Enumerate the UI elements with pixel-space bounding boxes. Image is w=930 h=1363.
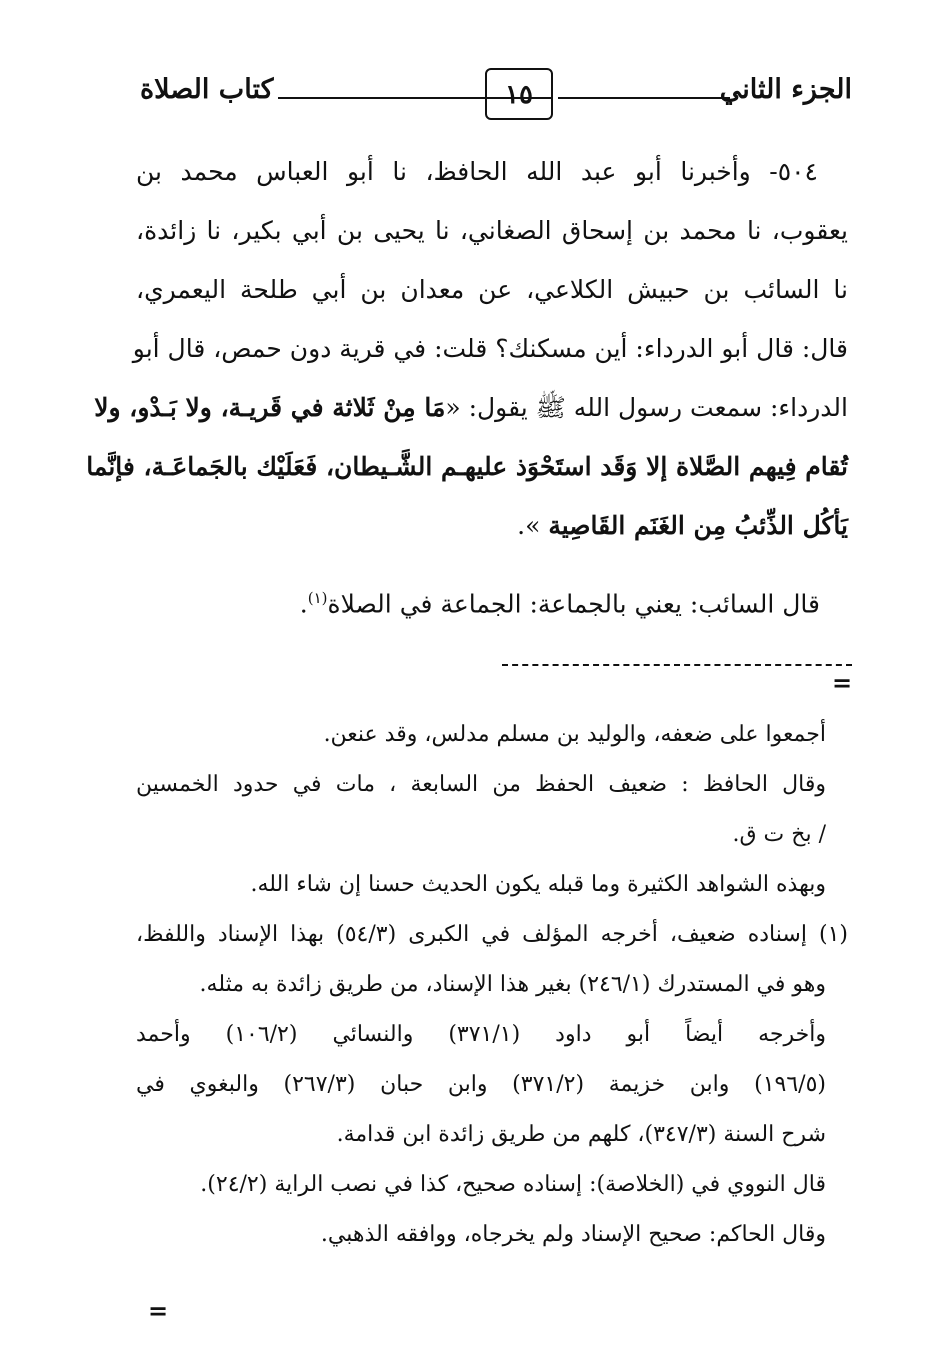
footnote-line: أجمعوا على ضعفه، والوليد بن مسلم مدلس، وقد عنعن. (323, 722, 826, 747)
hadith-line: نا السائب بن حبيش الكلاعي، عن معدان بن أبي طلحة اليعمري، (136, 275, 848, 304)
narrator-comment (136, 569, 848, 628)
footnote-line: (١٩٦/٥) وابن خزيمة (٣٧١/٢) وابن حبان (٢٦٧/٣) والبغوي في (136, 1072, 826, 1097)
hadith-line-plain: الدرداء: سمعت رسول الله ﷺ يقول: « (445, 393, 848, 422)
footnote-line: قال النووي في (الخلاصة): إسناده صحيح، كذا في نصب الراية (٢٤/٢). (200, 1172, 826, 1197)
hadith-line: يعقوب، نا محمد بن إسحاق الصغاني، نا يحيى بن أبي بكير، نا زائدة، (136, 216, 848, 245)
footnote-separator (502, 664, 852, 666)
footnotes (136, 710, 848, 1260)
hadith-line: ٥٠٤- وأخبرنا أبو عبد الله الحافظ، نا أبو العباس محمد بن (136, 157, 818, 186)
book-title: كتاب الصلاة (140, 74, 274, 105)
header-rule-left (278, 97, 552, 99)
footnote-line: (١) إسناده ضعيف، أخرجه المؤلف في الكبرى (٥٤/٣) بهذا الإسناد واللفظ، (136, 922, 848, 947)
page-header (140, 68, 852, 124)
hadith-text (86, 142, 848, 628)
header-rule-right (558, 97, 730, 99)
hadith-line: قال: قال أبو الدرداء: أين مسكنك؟ قلت: في قرية دون حمص، قال أبو (132, 334, 848, 363)
page-number: ١٥ (485, 68, 553, 120)
continuation-mark-top: = (832, 668, 853, 697)
comment-text: قال السائب: يعني بالجماعة: الجماعة في الصلاة (327, 589, 820, 619)
comment-end: . (299, 589, 308, 619)
part-title: الجزء الثاني (719, 74, 852, 105)
footnote-line: شرح السنة (٣٤٧/٣)، كلهم من طريق زائدة ابن قدامة. (336, 1122, 826, 1147)
footnote-line: وبهذه الشواهد الكثيرة وما قبله يكون الحديث حسنا إن شاء الله. (250, 872, 826, 897)
continuation-mark-bottom: = (148, 1296, 169, 1325)
hadith-line (94, 378, 848, 437)
hadith-matn: يَأكُل الذِّئبُ مِن الغَنَم القَاصِية (548, 511, 848, 540)
footnote-line: / بخ ت ق. (732, 822, 826, 847)
footnote-line: وأخرجه أيضاً أبو داود (٣٧١/١) والنسائي (١٠٦/٢) وأحمد (136, 1022, 826, 1047)
hadith-matn-line: تُقام فِيهم الصَّلاة إلا وَقَد استَحْوَذ عليهـم الشَّـيطان، فَعَلَيْك بالجَماعَـة، فإنَّما (86, 452, 848, 481)
footnote-line: وقال الحافظ : ضعيف الحفظ من السابعة ، مات في حدود الخمسين (136, 772, 826, 797)
quote-close: ». (517, 511, 549, 540)
footnote-ref: (١) (307, 589, 328, 607)
footnote-line: وقال الحاكم: صحيح الإسناد ولم يخرجاه، ووافقه الذهبي. (320, 1222, 826, 1247)
footnote-line: وهو في المستدرك (٢٤٦/١) بغير هذا الإسناد، من طريق زائدة به مثله. (199, 972, 826, 997)
hadith-line (136, 496, 848, 555)
hadith-matn: مَا مِنْ ثَلاثة في قَريـة، ولا بَـدْو، ولا (94, 393, 446, 422)
